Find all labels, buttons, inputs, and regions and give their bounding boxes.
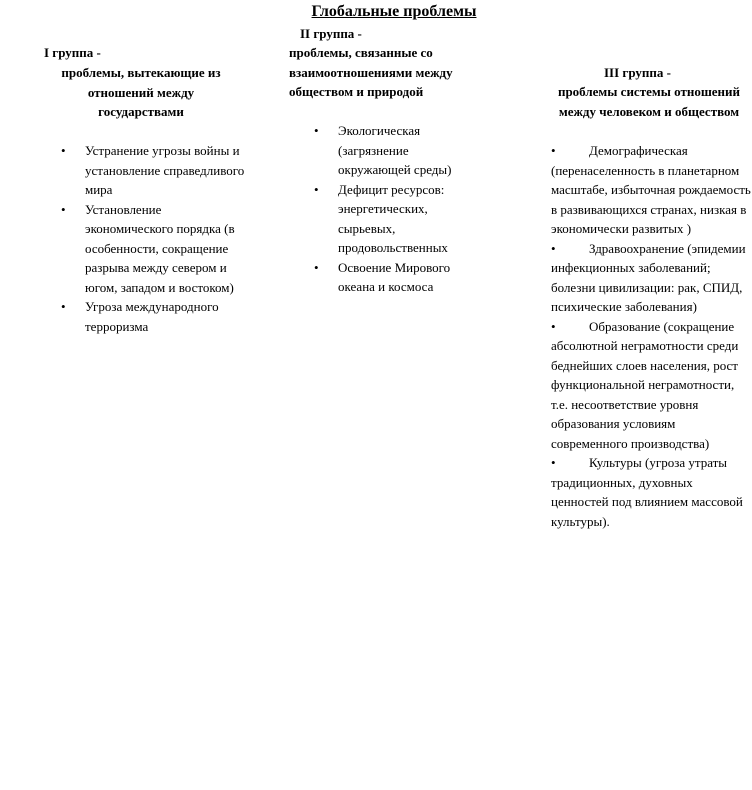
list-item-text: Экологическая (загрязнение окружающей среды)	[338, 123, 452, 177]
group-3-list	[551, 141, 751, 531]
group-1-subheading: проблемы, вытекающие из отношений между государствами	[61, 65, 221, 119]
list-item	[551, 141, 751, 239]
group-2-list	[314, 121, 478, 297]
list-item-text: Демографическая (перенаселенность в планетарном масштабе, избыточная рождаемость в развивающихся странах, низкая в экономически развитых )	[551, 143, 751, 236]
list-item-text: Здравоохранение (эпидемии инфекционных заболеваний; болезни цивилизации: рак, СПИД, психические заболевания)	[551, 240, 746, 314]
list-item-text: Установление экономического порядка (в особенности, сокращение разрыва между севером и югом, западом и востоком)	[85, 201, 235, 295]
list-item-text: Культуры (угроза утраты традиционных, духовных ценностей под влиянием массовой культуры).	[551, 455, 743, 529]
group-2-heading: II группа -	[300, 26, 362, 41]
bullet-icon: •	[61, 143, 66, 158]
bullet-icon: •	[61, 299, 66, 314]
group-1-list	[61, 141, 247, 336]
list-item	[551, 317, 751, 454]
list-item-text: Устранение угрозы войны и установление справедливого мира	[85, 143, 245, 197]
bullet-icon: •	[551, 455, 556, 470]
group-3-heading: III группа -	[604, 65, 671, 80]
list-item-text: Дефицит ресурсов: энергетических, сырьевых, продовольственных	[338, 181, 448, 255]
list-item-text: Освоение Мирового океана и космоса	[338, 259, 451, 294]
bullet-icon: •	[314, 123, 319, 138]
bullet-icon: •	[314, 181, 319, 197]
list-item-text: Образование (сокращение абсолютной неграмотности среди беднейших слоев населения, рост функциональной неграмотности, т.е. несоответствие уровня образования условиям современного производства)	[551, 318, 739, 451]
bullet-icon: •	[314, 259, 319, 275]
group-1-heading: I группа -	[44, 45, 101, 60]
group-2-subheading: проблемы, связанные со взаимоотношениями между обществом и природой	[289, 45, 453, 99]
bullet-icon: •	[551, 143, 556, 158]
group-3-subheading: проблемы системы отношений между человеком и обществом	[557, 84, 741, 119]
list-item	[61, 200, 247, 298]
bullet-icon: •	[551, 318, 556, 334]
bullet-icon: •	[61, 201, 66, 217]
list-item	[551, 453, 751, 531]
bullet-icon: •	[551, 240, 556, 256]
list-item	[61, 297, 247, 336]
list-item	[61, 141, 247, 200]
list-item	[314, 180, 478, 258]
list-item	[314, 258, 478, 297]
list-item	[551, 239, 751, 317]
list-item-text: Угроза международного терроризма	[85, 299, 219, 334]
page-title: Глобальные проблемы	[311, 3, 477, 20]
list-item	[314, 121, 478, 180]
